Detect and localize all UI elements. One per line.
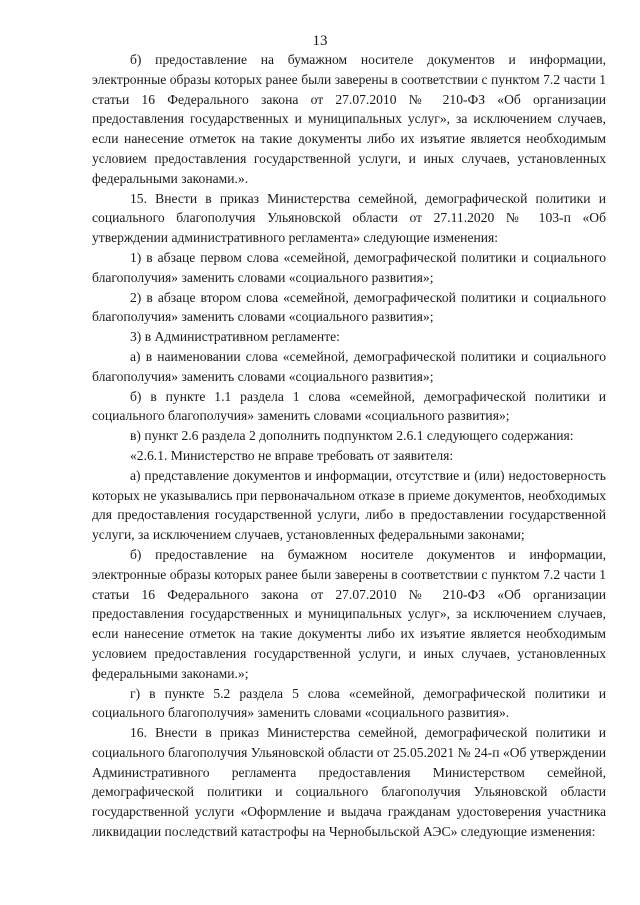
paragraph-b-electronic-images: б) предоставление на бумажном носителе документов и информации, электронные образы которых ранее были заверены в соответствии с пунктом 7.2 части 1 статьи 16 Федерального закона от 27.07.2010 № 210-ФЗ «Об организации предоставления государственных и муниципальных услуг», за исключением случаев, если нанесение отметок на такие документы либо их изъятие является необходимым условием предоставления государственной услуги, и иных случаев, установленных федеральными законами.».: [92, 52, 606, 186]
paragraph-item-15: 15. Внести в приказ Министерства семейной, демографической политики и социального благополучия Ульяновской области от 27.11.2020 № 103-п «Об утверждении административного регламента» следующие изменения:: [92, 190, 606, 246]
paragraph-15-3-v: в) пункт 2.6 раздела 2 дополнить подпунктом 2.6.1 следующего содержания:: [130, 428, 574, 444]
paragraph-15-2: 2) в абзаце втором слова «семейной, демографической политики и социального благополучия» заменить словами «социального развития»;: [92, 289, 606, 325]
document-body: [92, 50, 606, 842]
paragraph-15-3: 3) в Административном регламенте:: [130, 329, 340, 345]
paragraph-15-3-a: а) в наименовании слова «семейной, демографической политики и социального благополучия» заменить словами «социального развития»;: [92, 348, 606, 384]
paragraph-2-6-1-b: б) предоставление на бумажном носителе документов и информации, электронные образы которых ранее были заверены в соответствии с пунктом 7.2 части 1 статьи 16 Федерального закона от 27.07.2010 № 210-ФЗ «Об организации предоставления государственных и муниципальных услуг», за исключением случаев, если нанесение отметок на такие документы либо их изъятие является необходимым условием предоставления государственной услуги, и иных случаев, установленных федеральными законами.»;: [92, 546, 606, 681]
paragraph-2-6-1: «2.6.1. Министерство не вправе требовать от заявителя:: [130, 447, 454, 463]
paragraph-item-16: 16. Внести в приказ Министерства семейной, демографической политики и социального благополучия Ульяновской области от 25.05.2021 № 24-п «Об утверждении Административного регламента предоставления Министерством семейной, демографической политики и социального благополучия Ульяновской области государственной услуги «Оформление и выдача гражданам удостоверения участника ликвидации последствий катастрофы на Чернобыльской АЭС» следующие изменения:: [92, 725, 606, 840]
page-number: 13: [312, 33, 328, 49]
paragraph-2-6-1-a: а) представление документов и информации, отсутствие и (или) недостоверность которых не указывались при первоначальном отказе в приеме документов, необходимых для предоставления государственной услуги, либо в предоставлении государственной услуги, за исключением случаев, установленных федеральными законами;: [92, 467, 606, 543]
paragraph-15-3-g: г) в пункте 5.2 раздела 5 слова «семейной, демографической политики и социального благополучия» заменить словами «социального развития».: [92, 685, 606, 721]
paragraph-15-3-b: б) в пункте 1.1 раздела 1 слова «семейной, демографической политики и социального благополучия» заменить словами «социального развития»;: [92, 388, 606, 424]
paragraph-15-1: 1) в абзаце первом слова «семейной, демографической политики и социального благополучия» заменить словами «социального развития»;: [92, 249, 606, 285]
